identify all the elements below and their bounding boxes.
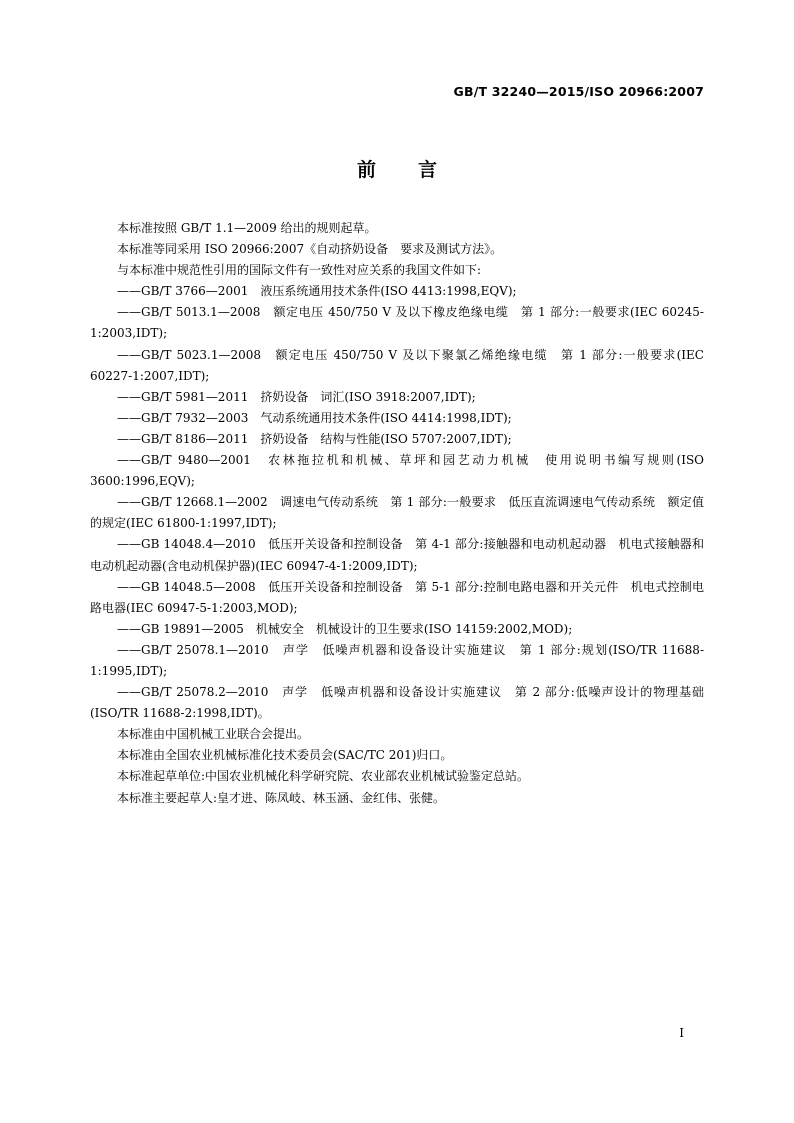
reference-item: ——GB/T 8186—2011 挤奶设备 结构与性能(ISO 5707:2007,IDT); xyxy=(117,431,512,446)
reference-item: ——GB 14048.5—2008 低压开关设备和控制设备 第 5-1 部分:控制电路电器和开关元件 机电式控制电路电器(IEC 60947-5-1:2003,MOD); xyxy=(90,579,704,615)
reference-item: ——GB/T 12668.1—2002 调速电气传动系统 第 1 部分:一般要求 低压直流调速电气传动系统 额定值的规定(IEC 61800-1:1997,IDT); xyxy=(90,495,704,531)
paragraph: 本标准等同采用 ISO 20966:2007《自动挤奶设备 要求及测试方法》。 xyxy=(117,242,503,257)
paragraph: 本标准由中国机械工业联合会提出。 xyxy=(117,727,310,742)
paragraph: 本标准由全国农业机械标准化技术委员会(SAC/TC 201)归口。 xyxy=(117,748,453,763)
reference-item: ——GB/T 25078.2—2010 声学 低噪声机器和设备设计实施建议 第 2 部分:低噪声设计的物理基础(ISO/TR 11688-2:1998,IDT)。 xyxy=(90,685,704,721)
paragraph: 本标准主要起草人:皇才进、陈凤岐、林玉涵、金红伟、张健。 xyxy=(117,790,446,805)
page-title: 前言 xyxy=(356,159,479,181)
paragraph: 本标准起草单位:中国农业机械化科学研究院、农业部农业机械试验鉴定总站。 xyxy=(117,769,530,784)
reference-item: ——GB/T 5023.1—2008 额定电压 450/750 V 及以下聚氯乙烯绝缘电缆 第 1 部分:一般要求(IEC 60227-1:2007,IDT); xyxy=(90,347,704,383)
reference-item: ——GB 19891—2005 机械安全 机械设计的卫生要求(ISO 14159:2002,MOD); xyxy=(117,621,573,636)
reference-item: ——GB/T 5981—2011 挤奶设备 词汇(ISO 3918:2007,IDT); xyxy=(117,389,476,404)
reference-item: ——GB 14048.4—2010 低压开关设备和控制设备 第 4-1 部分:接触器和电动机起动器 机电式接触器和电动机起动器(含电动机保护器)(IEC 60947-4-1:2009,IDT); xyxy=(90,537,704,573)
standard-number: GB/T 32240—2015/ISO 20966:2007 xyxy=(453,84,704,99)
reference-item: ——GB/T 7932—2003 气动系统通用技术条件(ISO 4414:1998,IDT); xyxy=(117,410,512,425)
paragraph: 与本标准中规范性引用的国际文件有一致性对应关系的我国文件如下: xyxy=(117,263,482,278)
reference-item: ——GB/T 25078.1—2010 声学 低噪声机器和设备设计实施建议 第 1 部分:规划(ISO/TR 11688-1:1995,IDT); xyxy=(90,642,704,678)
reference-item: ——GB/T 9480—2001 农林拖拉机和机械、草坪和园艺动力机械 使用说明书编写规则(ISO 3600:1996,EQV); xyxy=(90,453,704,489)
foreword-body xyxy=(90,218,704,809)
page-number: I xyxy=(679,1026,684,1040)
reference-item: ——GB/T 3766—2001 液压系统通用技术条件(ISO 4413:1998,EQV); xyxy=(117,284,517,299)
reference-item: ——GB/T 5013.1—2008 额定电压 450/750 V 及以下橡皮绝缘电缆 第 1 部分:一般要求(IEC 60245-1:2003,IDT); xyxy=(90,305,704,341)
paragraph: 本标准按照 GB/T 1.1—2009 给出的规则起草。 xyxy=(117,221,377,235)
